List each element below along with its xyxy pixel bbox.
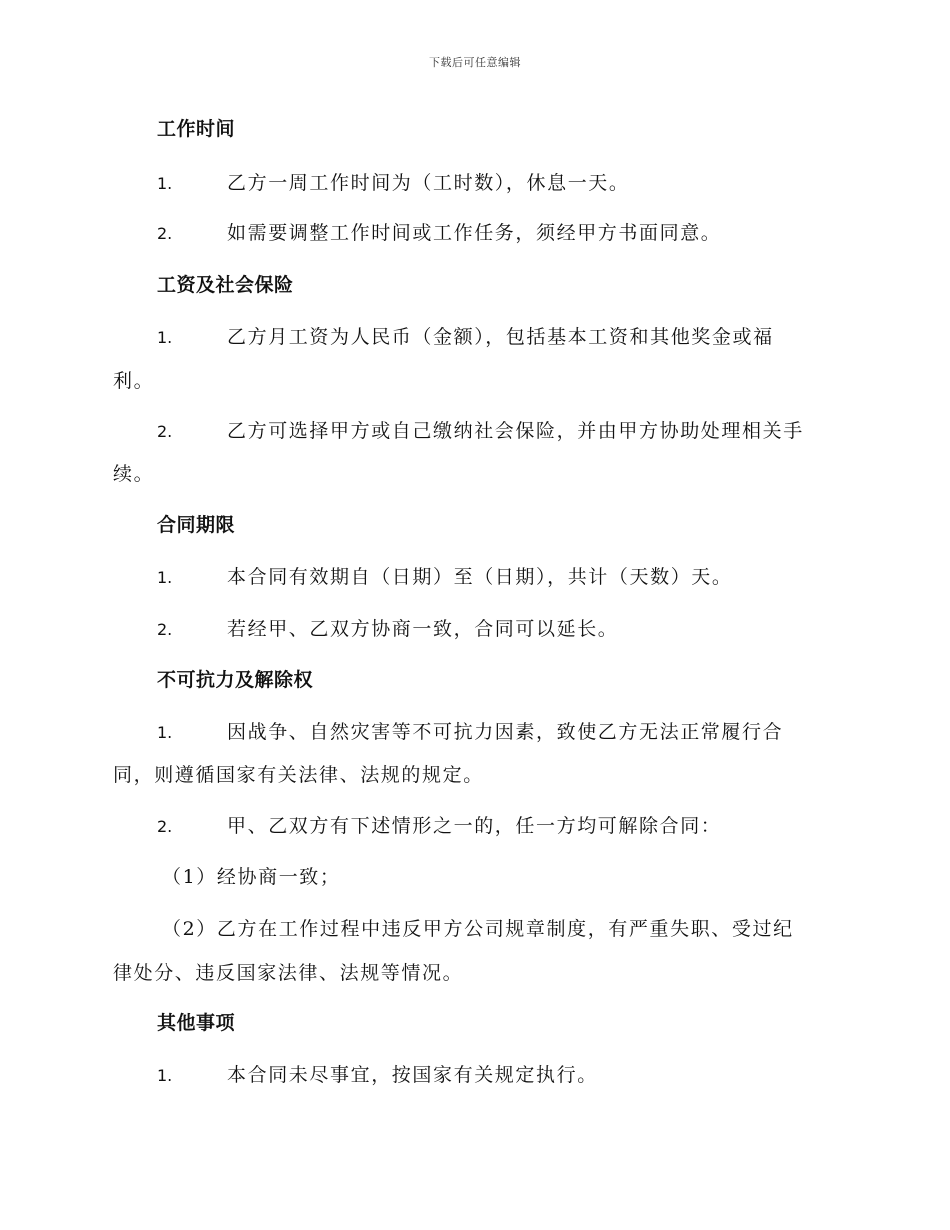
item-text: 乙方月工资为人民币（金额），包括基本工资和其他奖金或福 bbox=[227, 326, 774, 348]
sub-item: （1）经协商一致； bbox=[162, 866, 341, 888]
item-number: 1. bbox=[157, 328, 173, 347]
list-item bbox=[157, 614, 618, 641]
item-text: 乙方可选择甲方或自己缴纳社会保险，并由甲方协助处理相关手 bbox=[227, 420, 804, 442]
item-number: 2. bbox=[157, 224, 173, 243]
section-title: 合同期限 bbox=[157, 514, 236, 536]
section-title: 工作时间 bbox=[157, 118, 236, 140]
list-item bbox=[157, 168, 630, 195]
item-number: 1. bbox=[157, 174, 173, 193]
list-item bbox=[157, 562, 733, 589]
page-header-note: 下载后可任意编辑 bbox=[429, 56, 521, 69]
item-continuation: 同，则遵循国家有关法律、法规的规定。 bbox=[113, 764, 484, 786]
item-text: 如需要调整工作时间或工作任务，须经甲方书面同意。 bbox=[227, 222, 722, 244]
list-item bbox=[157, 416, 804, 443]
item-number: 1. bbox=[157, 568, 173, 587]
item-continuation: 律处分、违反国家法律、法规等情况。 bbox=[113, 962, 464, 984]
item-text: 本合同有效期自（日期）至（日期），共计（天数）天。 bbox=[227, 566, 733, 588]
item-text: 因战争、自然灾害等不可抗力因素，致使乙方无法正常履行合 bbox=[227, 721, 784, 743]
list-item bbox=[157, 1060, 598, 1087]
item-number: 2. bbox=[157, 817, 173, 836]
section-title: 工资及社会保险 bbox=[157, 274, 294, 296]
item-number: 2. bbox=[157, 620, 173, 639]
section-title: 其他事项 bbox=[157, 1012, 236, 1034]
sub-item: （2）乙方在工作过程中违反甲方公司规章制度，有严重失职、受过纪 bbox=[162, 918, 794, 940]
item-text: 乙方一周工作时间为（工时数），休息一天。 bbox=[227, 172, 630, 194]
section-title: 不可抗力及解除权 bbox=[157, 669, 314, 691]
item-text: 甲、乙双方有下述情形之一的，任一方均可解除合同： bbox=[227, 815, 722, 837]
list-item bbox=[157, 218, 721, 245]
item-continuation: 利。 bbox=[113, 370, 155, 392]
item-continuation: 续。 bbox=[113, 463, 155, 485]
item-number: 2. bbox=[157, 422, 173, 441]
item-text: 若经甲、乙双方协商一致，合同可以延长。 bbox=[227, 618, 619, 640]
item-number: 1. bbox=[157, 1066, 173, 1085]
list-item bbox=[157, 322, 774, 349]
item-text: 本合同未尽事宜，按国家有关规定执行。 bbox=[227, 1064, 598, 1086]
list-item bbox=[157, 811, 721, 838]
item-number: 1. bbox=[157, 723, 173, 742]
list-item bbox=[157, 717, 783, 744]
